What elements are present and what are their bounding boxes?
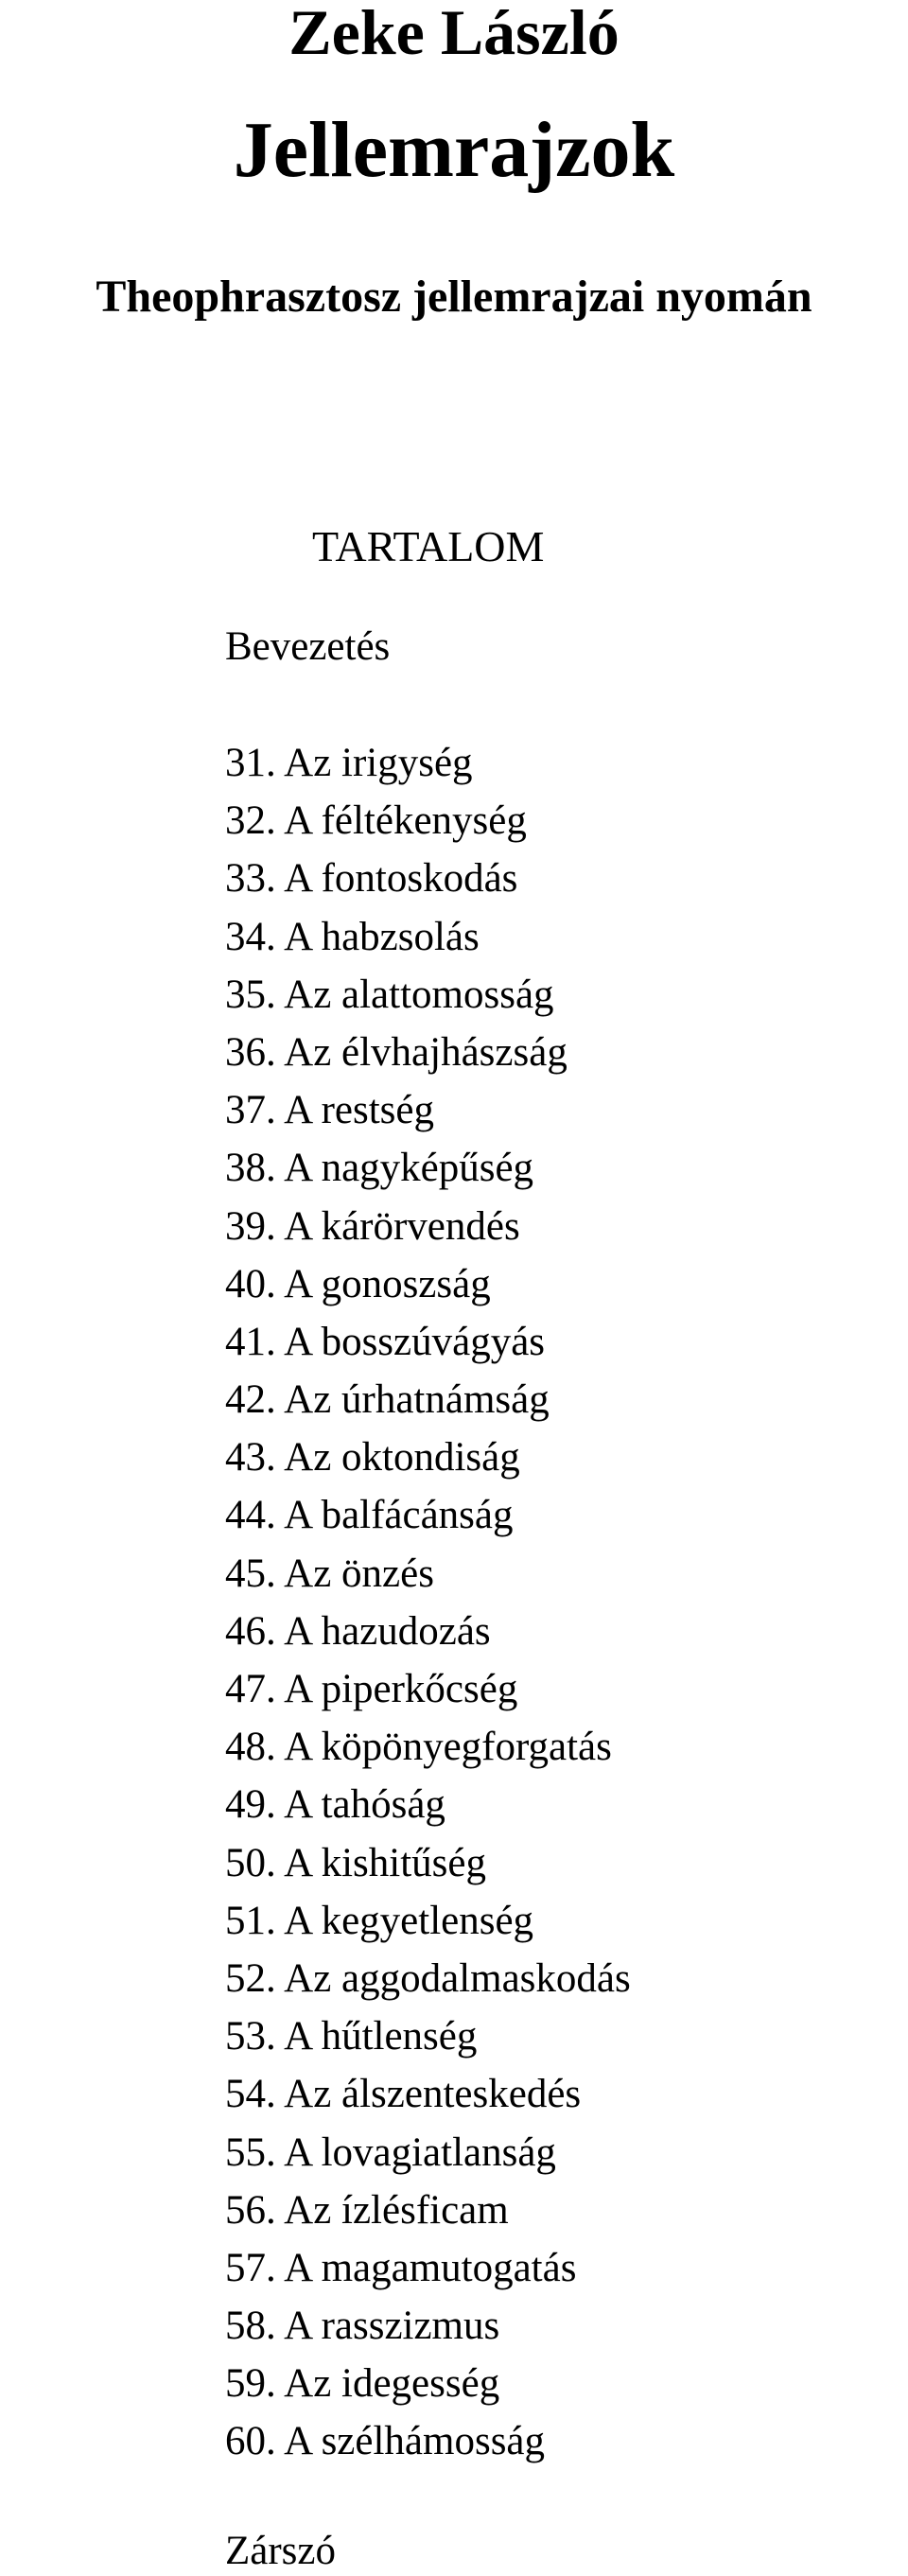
toc-entry: [225, 1319, 631, 1379]
toc-entry-label: A szélhámosság: [284, 2419, 546, 2464]
toc-entry-label: Az úrhatnámság: [284, 1377, 550, 1423]
toc-entry: [225, 914, 631, 974]
book-subtitle: Theophrasztosz jellemrajzai nyomán: [96, 272, 812, 322]
toc-entry: [225, 1955, 631, 2016]
toc-entry: [225, 1553, 631, 1611]
toc-entry-label: Az oktondiság: [284, 1435, 520, 1481]
toc-entry-label: Az élvhajhászság: [284, 1029, 568, 1075]
toc-entry-label: A köpönyegforgatás: [284, 1725, 612, 1770]
toc-entry: [225, 2245, 631, 2305]
toc-entry-number: 51.: [225, 1898, 276, 1943]
toc-entry-number: 58.: [225, 2304, 276, 2349]
toc-entry-number: 54.: [225, 2072, 276, 2117]
toc-list: [225, 743, 631, 2480]
toc-entry-label: A habzsolás: [284, 914, 480, 959]
toc-entry: [225, 1784, 631, 1842]
toc-entry-label: A kegyetlenség: [284, 1898, 534, 1943]
toc-entry: [225, 1840, 631, 1901]
toc-entry-number: 39.: [225, 1203, 276, 1249]
toc-entry-label: A bosszúvágyás: [284, 1319, 546, 1364]
toc-entry-number: 36.: [225, 1029, 276, 1075]
toc-entry-number: 59.: [225, 2361, 276, 2407]
toc-entry-number: 31.: [225, 741, 276, 785]
toc-entry: [225, 2129, 631, 2190]
toc-entry-label: Az ízlésficam: [284, 2187, 509, 2233]
toc-entry-label: A hűtlenség: [284, 2014, 478, 2059]
toc-entry-number: 32.: [225, 798, 276, 844]
toc-entry: [225, 1379, 631, 1437]
toc-entry-number: 50.: [225, 1840, 276, 1885]
toc-entry-number: 49.: [225, 1782, 276, 1828]
toc-entry-label: Az önzés: [284, 1551, 434, 1596]
toc-entry-label: Az idegesség: [284, 2361, 500, 2407]
toc-entry-label: Az alattomosság: [284, 972, 554, 1017]
toc-heading: TARTALOM: [312, 522, 545, 570]
toc-entry: [225, 1608, 631, 1669]
toc-entry-label: A balfácánság: [284, 1493, 514, 1538]
toc-entry-number: 60.: [225, 2419, 276, 2464]
toc-entry-label: A magamutogatás: [284, 2245, 577, 2290]
toc-entry: [225, 1898, 631, 1958]
toc-entry-number: 44.: [225, 1493, 276, 1538]
toc-entry: [225, 1090, 631, 1148]
toc-entry-label: A kárörvendés: [284, 1203, 520, 1249]
toc-entry-number: 35.: [225, 972, 276, 1017]
toc-entry-label: A gonoszság: [284, 1261, 491, 1306]
toc-entry-label: A restség: [284, 1088, 434, 1133]
toc-entry-label: Az álszenteskedés: [284, 2072, 582, 2117]
toc-entry: [225, 1669, 631, 1726]
toc-entry-label: A nagyképűség: [284, 1146, 534, 1191]
toc-entry: [225, 2074, 631, 2131]
toc-entry: [225, 2363, 631, 2421]
toc-entry: [225, 858, 631, 916]
toc-entry-number: 56.: [225, 2187, 276, 2233]
toc-entry-number: 34.: [225, 914, 276, 959]
toc-entry-label: Az aggodalmaskodás: [284, 1955, 631, 2001]
toc-entry-number: 40.: [225, 1261, 276, 1306]
toc-entry: [225, 1437, 631, 1495]
toc-entry-number: 45.: [225, 1551, 276, 1596]
toc-entry-number: 33.: [225, 856, 276, 902]
toc-entry-label: A hazudozás: [284, 1608, 491, 1654]
toc-entry: [225, 743, 631, 800]
toc-entry: [225, 2016, 631, 2074]
toc-entry: [225, 2187, 631, 2248]
toc-closing-entry: Zárszó: [225, 2529, 336, 2573]
toc-entry-number: 38.: [225, 1146, 276, 1191]
toc-entry-number: 55.: [225, 2129, 276, 2175]
toc-entry: [225, 1726, 631, 1784]
toc-entry: [225, 1148, 631, 1205]
toc-entry-label: A kishitűség: [284, 1840, 486, 1885]
toc-entry-number: 43.: [225, 1435, 276, 1481]
toc-entry: [225, 1495, 631, 1552]
toc-entry-label: A lovagiatlanság: [284, 2129, 556, 2175]
toc-entry: [225, 800, 631, 858]
toc-entry-number: 46.: [225, 1608, 276, 1654]
toc-entry-label: Az irigység: [284, 741, 473, 785]
toc-entry: [225, 1261, 631, 1322]
toc-entry: [225, 2421, 631, 2479]
toc-entry: [225, 1203, 631, 1264]
toc-entry-label: A féltékenység: [284, 798, 527, 844]
toc-entry-label: A tahóság: [284, 1782, 445, 1828]
toc-entry-label: A piperkőcség: [284, 1667, 518, 1711]
toc-entry: [225, 1029, 631, 1090]
author-name: Zeke László: [288, 0, 620, 68]
book-title: Jellemrajzok: [233, 106, 675, 194]
toc-entry-label: A rasszizmus: [284, 2304, 500, 2349]
toc-entry-number: 47.: [225, 1667, 276, 1711]
toc-entry: [225, 2305, 631, 2363]
toc-entry-number: 41.: [225, 1319, 276, 1364]
toc-entry: [225, 974, 631, 1032]
toc-entry-number: 48.: [225, 1725, 276, 1770]
toc-intro-entry: Bevezetés: [225, 624, 391, 669]
toc-entry-number: 42.: [225, 1377, 276, 1423]
toc-entry-number: 52.: [225, 1955, 276, 2001]
toc-entry-label: A fontoskodás: [284, 856, 518, 902]
toc-entry-number: 53.: [225, 2014, 276, 2059]
toc-entry-number: 37.: [225, 1088, 276, 1133]
toc-entry-number: 57.: [225, 2245, 276, 2290]
